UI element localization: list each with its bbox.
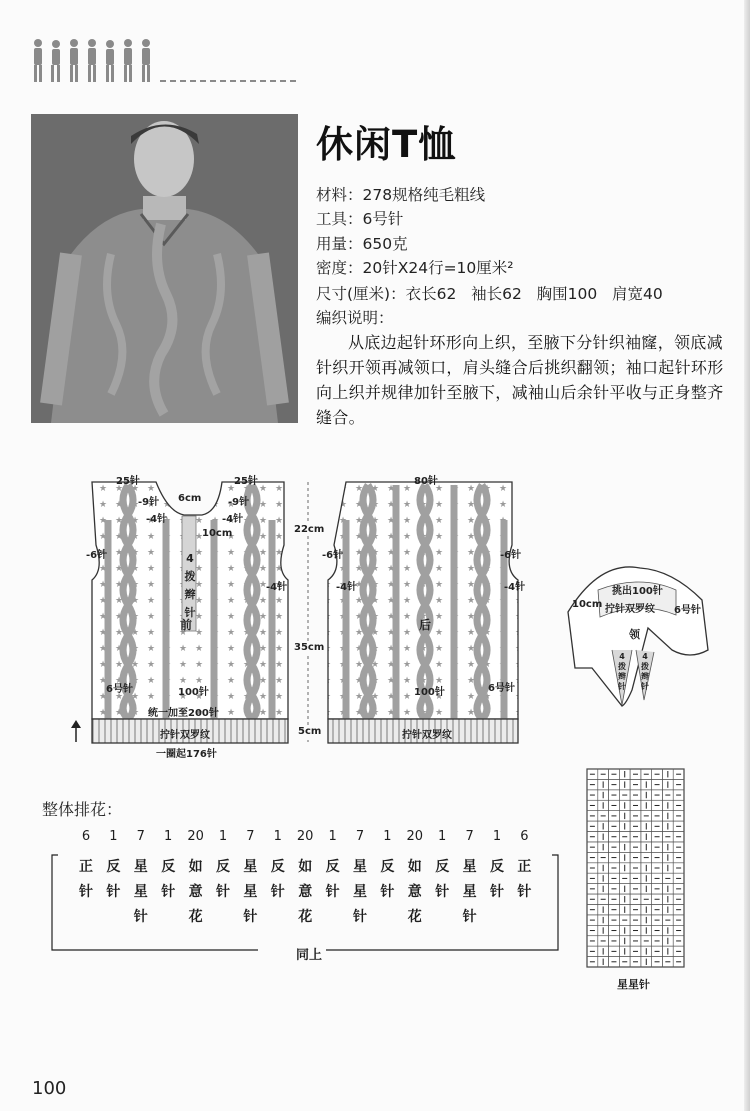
front-armhole-right-label: -4针 <box>266 582 288 593</box>
arrangement-stitch-char: 反 <box>161 859 176 875</box>
arrangement-stitch-char: 星 <box>133 859 148 875</box>
arrangement-count: 1 <box>328 829 337 844</box>
back-dec-left-label: -4针 <box>336 582 358 593</box>
arrangement-count: 1 <box>109 829 118 844</box>
spec-amount: 用量：650克 <box>316 235 408 253</box>
arrangement-repeat-label: 同上 <box>292 944 326 963</box>
arrangement-stitch-char: 正 <box>517 859 532 875</box>
arrangement-count: 20 <box>187 829 204 844</box>
front-neck-width-label: 6cm <box>178 493 202 504</box>
spec-size-label: 尺寸(厘米)： <box>316 285 406 303</box>
arrangement-count: 6 <box>520 829 529 844</box>
arrangement-stitch-char: 针 <box>490 884 504 900</box>
front-total-label: 统一加至200针 <box>148 708 219 719</box>
arrangement-stitch-char: 星 <box>353 859 367 875</box>
arrangement-stitch-char: 星 <box>243 884 258 900</box>
arrangement-stitch-char: 星 <box>353 884 367 900</box>
back-stitches-label: 100针 <box>414 687 445 698</box>
arrangement-stitch-char: 花 <box>298 909 313 925</box>
arrangement-stitch-char: 反 <box>325 859 340 875</box>
back-top-label: 80针 <box>414 476 438 487</box>
spec-tool: 工具：6号针 <box>316 210 404 228</box>
front-dec9-left-label: -9针 <box>138 497 160 508</box>
measure-lower-label: 5cm <box>298 726 322 737</box>
back-armhole-left-label: -6针 <box>322 550 344 561</box>
arrangement-stitch-char: 星 <box>133 884 148 900</box>
front-needle-label: 6号针 <box>106 684 133 695</box>
back-dec-right-label: -4针 <box>504 582 526 593</box>
front-stitches-label: 100针 <box>178 687 209 698</box>
spec-size-sleeve: 袖长62 <box>471 285 522 303</box>
back-body-diagram <box>328 482 518 743</box>
arrangement-stitch-char: 针 <box>161 884 176 900</box>
arrangement-stitch-char: 针 <box>325 884 340 900</box>
instructions-text: 从底边起针环形向上织，至腋下分针织袖窿，领底减针织开领再减领口，肩头缝合后挑织翻领；袖口起针环形向上织并规律加针至腋下，减袖山后余针平收与正身整齐缝合。 <box>316 333 724 427</box>
arrangement-stitch-char: 针 <box>353 909 367 925</box>
spec-size-length: 衣长62 <box>405 285 457 303</box>
front-neck-depth-label: 10cm <box>202 528 233 539</box>
arrangement-stitch-char: 针 <box>216 884 230 900</box>
arrangement-stitch-char: 针 <box>133 909 148 925</box>
arrangement-count: 1 <box>164 829 173 844</box>
collar-placket-left-label: 4 拨 辫 针 <box>618 652 626 691</box>
page-title: 休闲T恤 <box>316 123 457 166</box>
collar-rib-label: 拧针双罗纹 <box>605 604 655 615</box>
arrangement-stitch-char: 针 <box>462 909 477 925</box>
spec-size-shoulder: 肩宽40 <box>612 285 663 303</box>
knit-direction-arrow-icon <box>71 720 81 742</box>
arrangement-stitch-char: 反 <box>490 859 504 875</box>
measure-middle-label: 35cm <box>294 642 325 653</box>
arrangement-count: 7 <box>136 829 145 844</box>
arrangement-stitch-char: 星 <box>462 884 477 900</box>
front-center-label: 前 <box>180 618 193 632</box>
arrangement-stitch-char: 如 <box>407 859 422 875</box>
arrangement-stitch-char: 反 <box>216 859 230 875</box>
back-needle-label: 6号针 <box>488 683 515 694</box>
front-placket-label: 4 拨 辫 针 <box>184 552 196 619</box>
star-chart-label: 星星针 <box>617 978 650 991</box>
arrangement-stitch-char: 反 <box>380 859 395 875</box>
collar-center-label: 领 <box>629 628 640 641</box>
front-cast-on-label: 一圈起176针 <box>156 749 217 760</box>
measure-upper-label: 22cm <box>294 524 325 535</box>
arrangement-count: 7 <box>246 829 255 844</box>
arrangement-stitch-char: 针 <box>435 884 450 900</box>
arrangement-stitch-char: 星 <box>462 859 477 875</box>
back-armhole-right-label: -6针 <box>500 550 522 561</box>
front-top-right-label: 25针 <box>234 476 258 487</box>
arrangement-stitch-char: 意 <box>298 884 313 900</box>
arrangement-count: 7 <box>465 829 474 844</box>
arrangement-heading: 整体排花： <box>42 800 123 819</box>
collar-pickup-label: 挑出100针 <box>612 586 663 597</box>
arrangement-count: 1 <box>492 829 502 844</box>
arrangement-stitch-char: 如 <box>298 859 313 875</box>
arrangement-stitch-char: 如 <box>188 859 203 875</box>
arrangement-stitch-char: 星 <box>243 859 258 875</box>
spec-density: 密度：20针X24行=10厘米² <box>316 259 514 277</box>
spec-material: 材料：278规格纯毛粗线 <box>316 186 486 204</box>
arrangement-stitch-char: 反 <box>435 859 450 875</box>
arrangement-stitch-char: 针 <box>79 884 93 900</box>
arrangement-count: 1 <box>273 829 282 844</box>
arrangement-count: 1 <box>383 829 392 844</box>
front-dec4-right-label: -4针 <box>222 514 244 525</box>
arrangement-stitch-char: 针 <box>270 884 285 900</box>
page-number: 100 <box>32 1078 67 1099</box>
arrangement-stitch-char: 反 <box>106 859 121 875</box>
arrangement-count: 7 <box>355 829 365 844</box>
arrangement-stitch-char: 针 <box>380 884 395 900</box>
front-armhole-left-label: -6针 <box>86 550 108 561</box>
arrangement-count: 1 <box>218 829 228 844</box>
arrangement-count: 20 <box>296 829 314 844</box>
arrangement-stitch-char: 意 <box>188 884 203 900</box>
arrangement-stitch-char: 针 <box>243 909 258 925</box>
spec-instructions-label: 编织说明： <box>316 309 394 327</box>
back-center-label: 后 <box>419 618 432 632</box>
arrangement-stitch-char: 针 <box>106 884 121 900</box>
page-edge-shadow <box>744 0 750 1111</box>
arrangement-count: 20 <box>406 829 424 844</box>
collar-left-label: 10cm <box>572 599 603 610</box>
arrangement-stitch-char: 正 <box>79 859 93 875</box>
front-dec9-right-label: -9针 <box>228 497 250 508</box>
front-top-left-label: 25针 <box>116 476 140 487</box>
back-rib-label: 拧针双罗纹 <box>402 730 452 741</box>
collar-right-label: 6号针 <box>674 605 701 616</box>
arrangement-stitch-char: 花 <box>188 909 203 925</box>
front-dec4-left-label: -4针 <box>146 514 168 525</box>
arrangement-stitch-char: 针 <box>517 884 532 900</box>
arrangement-count: 1 <box>438 829 447 844</box>
arrangement-count: 6 <box>81 829 91 844</box>
collar-placket-right-label: 4 拨 辫 针 <box>641 652 649 691</box>
arrangement-stitch-char: 花 <box>407 909 422 925</box>
arrangement-stitch-char: 意 <box>407 884 422 900</box>
front-rib-label: 拧针双罗纹 <box>160 730 210 741</box>
spec-size-chest: 胸围100 <box>536 285 598 303</box>
arrangement-stitch-char: 反 <box>270 859 285 875</box>
